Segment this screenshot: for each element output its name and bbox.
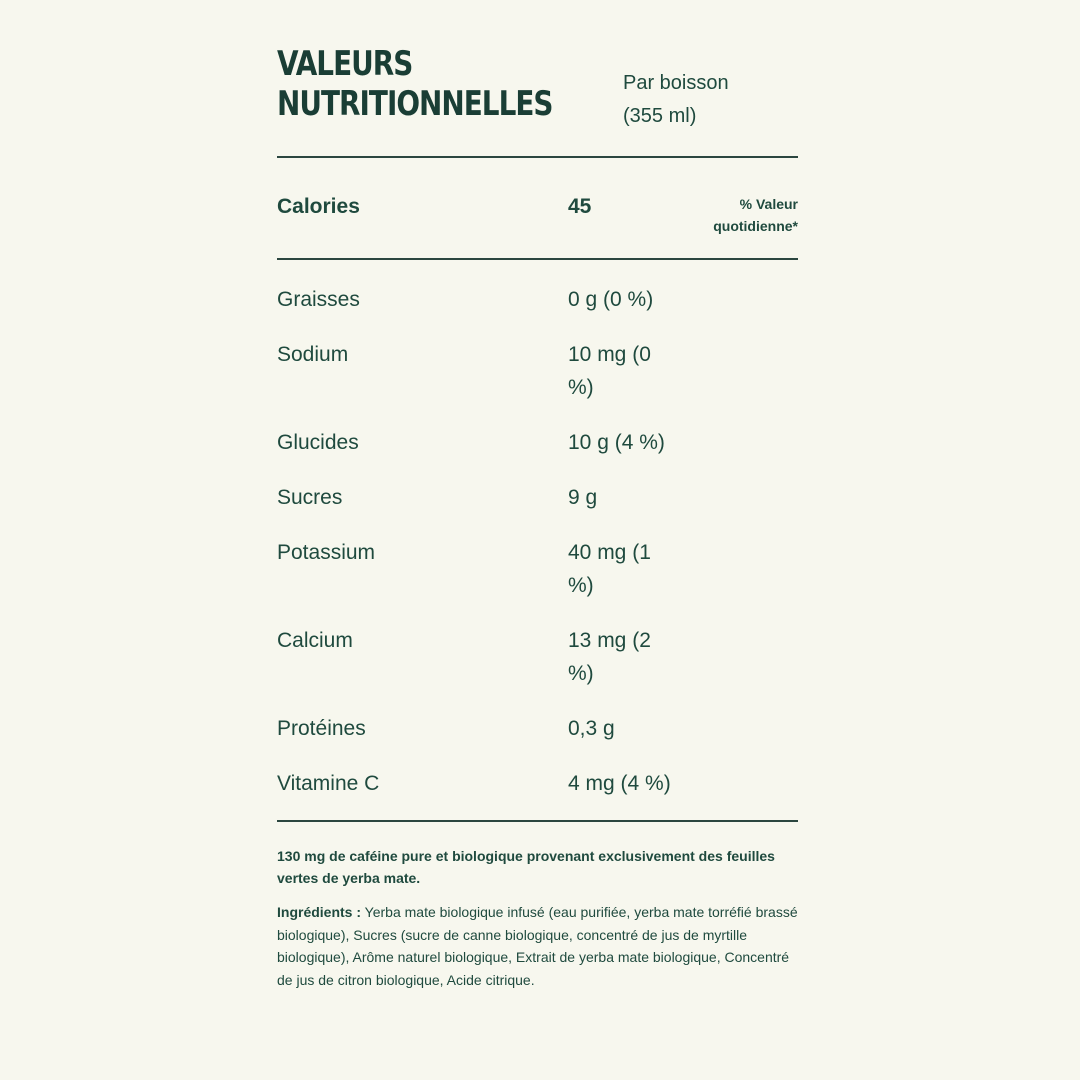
nutrient-value: 40 mg (1 %) xyxy=(568,541,651,597)
nutrient-name: Glucides xyxy=(277,431,359,454)
serving-size xyxy=(623,67,729,133)
nutrient-row-glucides xyxy=(277,426,798,459)
nutrient-name: Sucres xyxy=(277,486,343,509)
nutrient-row-graisses xyxy=(277,283,798,316)
ingredients-label: Ingrédients : xyxy=(277,904,362,920)
nutrient-value: 0,3 g xyxy=(568,717,615,740)
nutrient-row-calcium xyxy=(277,624,798,690)
daily-value-line-1: % Valeur xyxy=(739,196,798,212)
nutrient-name: Graisses xyxy=(277,288,360,311)
nutrient-name: Calcium xyxy=(277,629,353,652)
nutrient-list xyxy=(277,260,798,820)
nutrient-name: Vitamine C xyxy=(277,772,380,795)
title-line-2: NUTRITIONNELLES xyxy=(277,84,553,124)
daily-value-line-2: quotidienne* xyxy=(713,218,798,234)
nutrient-row-sodium xyxy=(277,338,798,404)
nutrition-header xyxy=(277,40,798,156)
ingredients-list xyxy=(277,901,798,991)
calories-label: Calories xyxy=(277,195,360,218)
serving-line-2: (355 ml) xyxy=(623,105,697,127)
nutrient-name: Sodium xyxy=(277,343,349,366)
nutrient-value: 13 mg (2 %) xyxy=(568,629,651,685)
calories-value: 45 xyxy=(568,195,592,218)
nutrient-value: 10 g (4 %) xyxy=(568,431,665,454)
nutrient-value: 9 g xyxy=(568,486,598,509)
nutrient-value: 10 mg (0 %) xyxy=(568,343,651,399)
title-line-1: VALEURS xyxy=(277,44,413,84)
serving-line-1: Par boisson xyxy=(623,72,729,94)
nutrient-row-potassium xyxy=(277,536,798,602)
nutrient-row-vitamine-c xyxy=(277,767,798,800)
nutrient-row-sucres xyxy=(277,481,798,514)
caffeine-note: 130 mg de caféine pure et biologique provenant exclusivement des feuilles vertes de yerba mate. xyxy=(277,848,775,886)
daily-value-label xyxy=(658,193,798,237)
nutrient-value: 0 g (0 %) xyxy=(568,288,654,311)
nutrient-name: Potassium xyxy=(277,541,376,564)
divider-bottom xyxy=(277,820,798,822)
nutrient-name: Protéines xyxy=(277,717,366,740)
ingredients-text: Yerba mate biologique infusé (eau purifiée, yerba mate torréfié brassé biologique), Sucres (sucre de canne biologique, concentré de jus de myrtille biologique), Arôme naturel biologique, Extrait de yerba mate biologique, Concentré de jus de citron biologique, Acide citrique. xyxy=(277,904,798,988)
nutrient-row-proteines xyxy=(277,712,798,745)
nutrient-value: 4 mg (4 %) xyxy=(568,772,671,795)
nutrition-facts-panel xyxy=(277,40,798,991)
calories-row xyxy=(277,158,798,258)
panel-title xyxy=(277,44,553,124)
